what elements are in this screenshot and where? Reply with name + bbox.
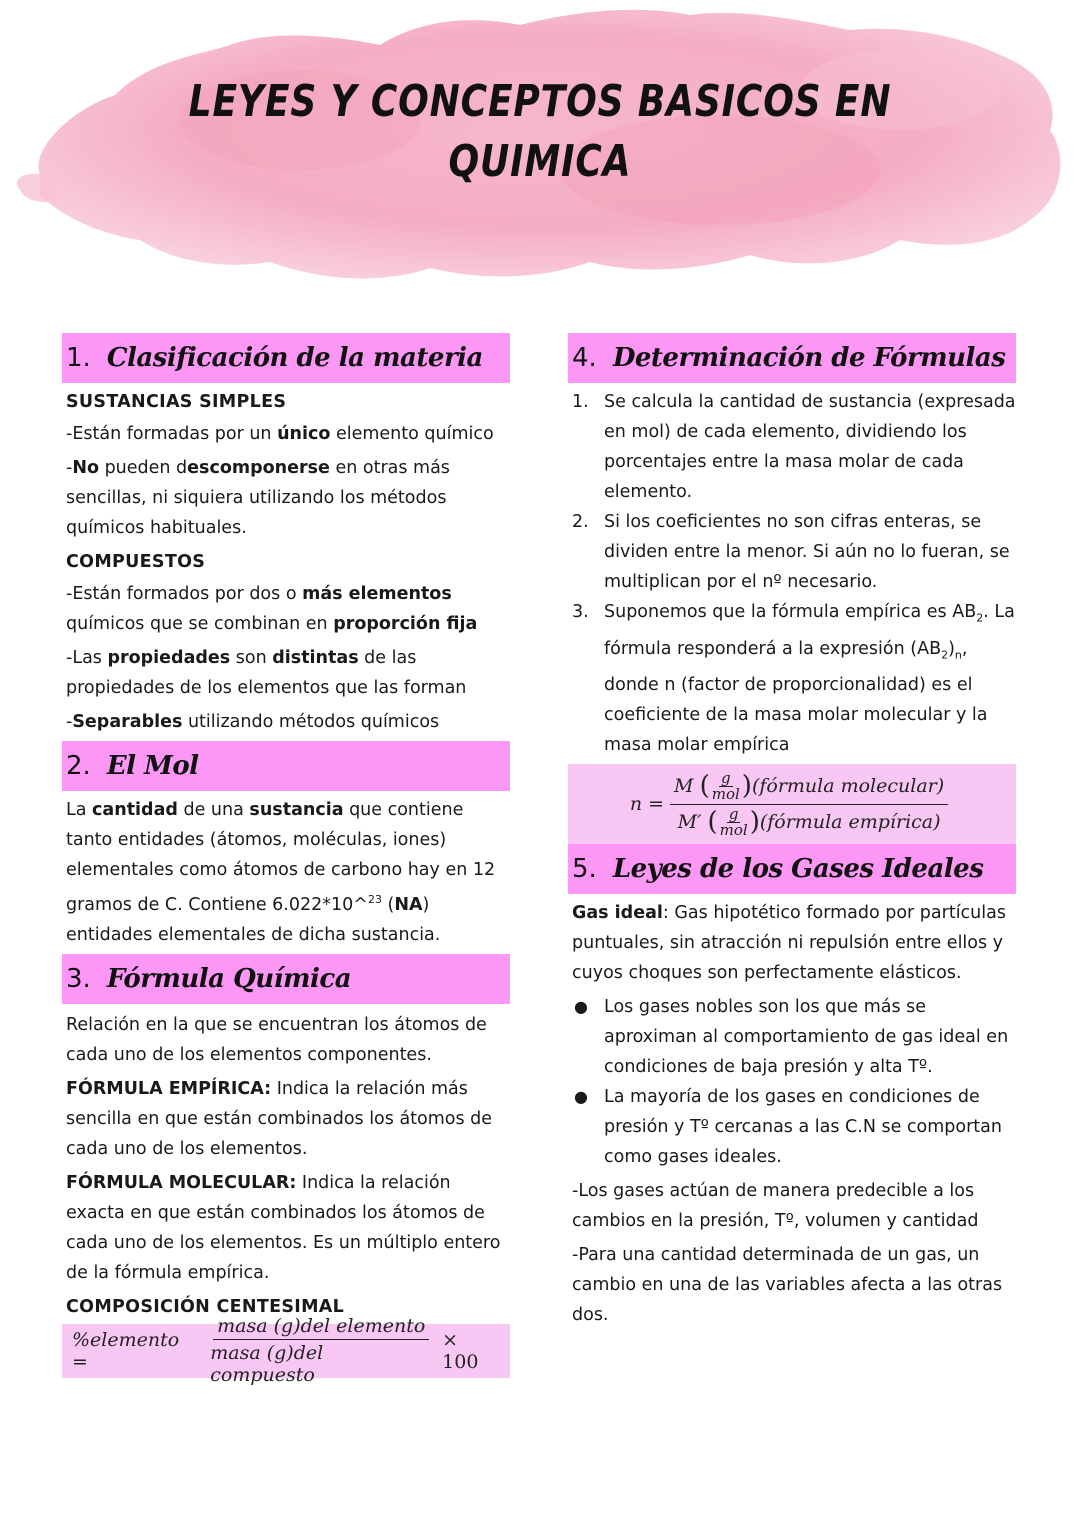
formula-numerator: M ( g mol ) (fórmula molecular): [670, 771, 948, 805]
compounds-point-3: -Separables utilizando métodos químicos: [66, 712, 440, 732]
molecular-formula-definition: FÓRMULA MOLECULAR: Indica la relación exacta en que están combinados los átomos de cada uno de los elementos. Es un múltiplo entero de la fórmula empírica.: [66, 1172, 501, 1283]
ideal-gas-definition: Gas ideal: Gas hipotético formado por partículas puntuales, sin atracción ni repulsión entre ellos y cuyos choques son perfectamente elásticos.: [572, 903, 1006, 983]
bullet-item: ● Los gases nobles son los que más se aproximan al comportamiento de gas ideal en condiciones de baja presión y alta Tº.: [568, 992, 1016, 1082]
formula-determination-steps: [568, 387, 1016, 760]
simple-substances-point-2: -No pueden descomponerse en otras más sencillas, ni siquiera utilizando los métodos químicos habituales.: [66, 458, 450, 538]
formula-denominator: masa (g)del compuesto: [210, 1342, 324, 1387]
section-5-title: Leyes de los Gases Ideales: [612, 854, 984, 884]
bullet-icon: ●: [574, 1087, 588, 1106]
section-5-number: 5.: [572, 854, 597, 884]
mol-definition: La cantidad de una sustancia que contiene tanto entidades (átomos, moléculas, iones) elementales como átomos de carbono hay en 12 gramos de C. Contiene 6.022*10^$^{23}$ (NA) entidades elementales de dicha sustancia.: [66, 800, 496, 945]
proportionality-factor-formula: [568, 764, 1016, 844]
compounds-point-2: -Las propiedades son distintas de las propiedades de los elementos que las forman: [66, 648, 467, 698]
centesimal-composition-heading: COMPOSICIÓN CENTESIMAL: [66, 1296, 345, 1317]
header-banner: [0, 0, 1080, 300]
formula-numerator: masa (g)del elemento: [213, 1315, 429, 1340]
chemical-formula-definition: Relación en la que se encuentran los átomos de cada uno de los elementos componentes.: [66, 1014, 487, 1065]
compounds-point-1: -Están formados por dos o más elementos químicos que se combinan en proporción fija: [66, 584, 478, 634]
simple-substances-heading: SUSTANCIAS SIMPLES: [66, 392, 287, 412]
section-1-header: [62, 333, 510, 383]
section-4-header: [568, 333, 1016, 383]
page-title-line-2: QUIMICA: [448, 136, 632, 187]
page-title-line-1: LEYES Y CONCEPTOS BASICOS EN: [188, 76, 892, 127]
formula-lhs: n =: [629, 793, 665, 815]
simple-substances-point-1: -Están formadas por un único elemento químico: [66, 424, 494, 444]
section-2-title: El Mol: [106, 751, 199, 781]
page-title: [97, 72, 983, 192]
section-5-header: [568, 844, 1016, 894]
section-4-number: 4.: [572, 343, 597, 373]
section-3-number: 3.: [66, 963, 91, 994]
section-3-title: Fórmula Química: [106, 963, 352, 994]
section-2-number: 2.: [66, 751, 91, 781]
formula-denominator: M′ ( g mol ) (fórmula empírica): [677, 804, 941, 839]
section-2-header: [62, 741, 510, 791]
formula-fraction: [670, 768, 948, 839]
formula-rhs: × 100: [442, 1328, 479, 1373]
empirical-formula-definition: FÓRMULA EMPÍRICA: Indica la relación más sencilla en que están combinados los átomos de cada uno de los elementos.: [66, 1078, 493, 1159]
formula-lhs: %elemento =: [72, 1328, 180, 1373]
step-item: 3. Suponemos que la fórmula empírica es $AB_2$. La fórmula responderá a la expresión $(AB_2)_n$, donde n (factor de proporcionalidad) es el coeficiente de la masa molar molecular y la masa molar empírica: [572, 602, 1015, 755]
bullet-icon: ●: [574, 997, 588, 1016]
section-1-title: Clasificación de la materia: [106, 343, 483, 373]
centesimal-composition-formula: [62, 1315, 510, 1387]
compounds-heading: COMPUESTOS: [66, 552, 206, 572]
ideal-gas-bullets: [568, 992, 1016, 1172]
bullet-item: ● La mayoría de los gases en condiciones de presión y Tº cercanas a las C.N se comportan como gases ideales.: [568, 1082, 1016, 1172]
gas-behavior-note-2: -Para una cantidad determinada de un gas, un cambio en una de las variables afecta a las otras dos.: [572, 1245, 1003, 1325]
section-1-number: 1.: [66, 343, 91, 373]
step-item: 2. Si los coeficientes no son cifras enteras, se dividen entre la menor. Si aún no lo fueran, se multiplican por el nº necesario.: [572, 512, 1010, 592]
left-column: [62, 333, 510, 1387]
step-item: 1. Se calcula la cantidad de sustancia (expresada en mol) de cada elemento, dividiendo los porcentajes entre la masa molar de cada elemento.: [572, 392, 1016, 502]
right-column: [568, 333, 1016, 1334]
formula-fraction: [206, 1315, 436, 1386]
gas-behavior-note-1: -Los gases actúan de manera predecible a los cambios en la presión, Tº, volumen y cantidad: [572, 1181, 979, 1231]
section-3-header: [62, 954, 510, 1004]
section-4-title: Determinación de Fórmulas: [612, 343, 1006, 373]
